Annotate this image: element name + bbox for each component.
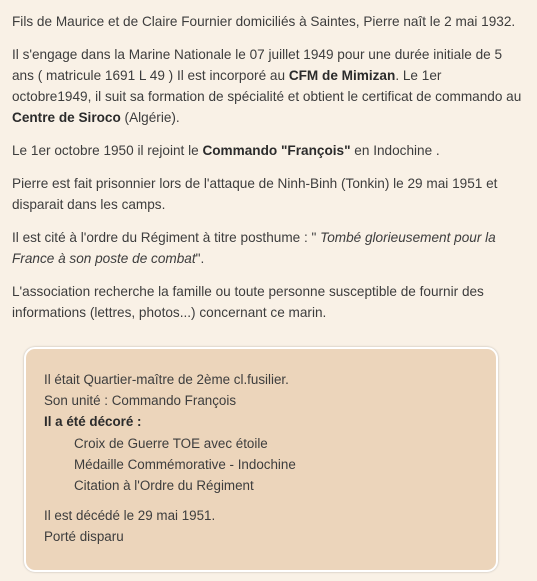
bold-text: Commando "François" bbox=[202, 143, 351, 158]
biography-text bbox=[12, 11, 523, 323]
paragraph bbox=[12, 281, 523, 323]
service-record-box bbox=[24, 347, 498, 572]
paragraph bbox=[12, 140, 523, 161]
text-segment: ". bbox=[195, 251, 205, 266]
text-segment: Le 1er octobre 1950 il rejoint le bbox=[12, 143, 203, 158]
text-segment: Il est cité à l'ordre du Régiment à titre posthume : " bbox=[12, 230, 321, 245]
paragraph bbox=[12, 44, 523, 128]
decoration-item: Médaille Commémorative - Indochine bbox=[74, 457, 296, 472]
bold-text: Centre de Siroco bbox=[12, 110, 121, 125]
text-segment: L'association recherche la famille ou toute personne susceptible de fournir des informations (lettres, photos...) concernant ce marin. bbox=[12, 284, 484, 320]
decoration-item: Citation à l'Ordre du Régiment bbox=[74, 478, 254, 493]
text-segment: en Indochine . bbox=[350, 143, 440, 158]
italic-quote: Tombé glorieusement pour la France à son poste de combat bbox=[12, 230, 496, 266]
paragraph bbox=[12, 11, 523, 32]
bold-text: CFM de Mimizan bbox=[288, 68, 396, 83]
unit-line: Son unité : Commando François bbox=[44, 393, 237, 408]
decorations-label: Il a été décoré : bbox=[44, 414, 142, 429]
status-line: Porté disparu bbox=[44, 529, 124, 544]
rank-line: Il était Quartier-maître de 2ème cl.fusilier. bbox=[44, 372, 289, 387]
text-segment: . Le 1er octobre1949, il suit sa formation de spécialité et obtient le certificat de commando au bbox=[12, 68, 522, 104]
text-segment: (Algérie). bbox=[120, 110, 180, 125]
decoration-item: Croix de Guerre TOE avec étoile bbox=[74, 436, 268, 451]
text-segment: Il s'engage dans la Marine Nationale le 07 juillet 1949 pour une durée initiale de 5 ans ( matricule 1691 L 49 ) Il est incorporé au bbox=[12, 47, 503, 83]
death-line: Il est décédé le 29 mai 1951. bbox=[44, 508, 216, 523]
paragraph bbox=[12, 173, 523, 215]
text-segment: Fils de Maurice et de Claire Fournier domiciliés à Saintes, Pierre naît le 2 mai 1932. bbox=[12, 14, 516, 29]
text-segment: Pierre est fait prisonnier lors de l'attaque de Ninh-Binh (Tonkin) le 29 mai 1951 et disparait dans les camps. bbox=[12, 176, 498, 212]
decorations-list bbox=[44, 433, 478, 496]
paragraph bbox=[12, 227, 523, 269]
